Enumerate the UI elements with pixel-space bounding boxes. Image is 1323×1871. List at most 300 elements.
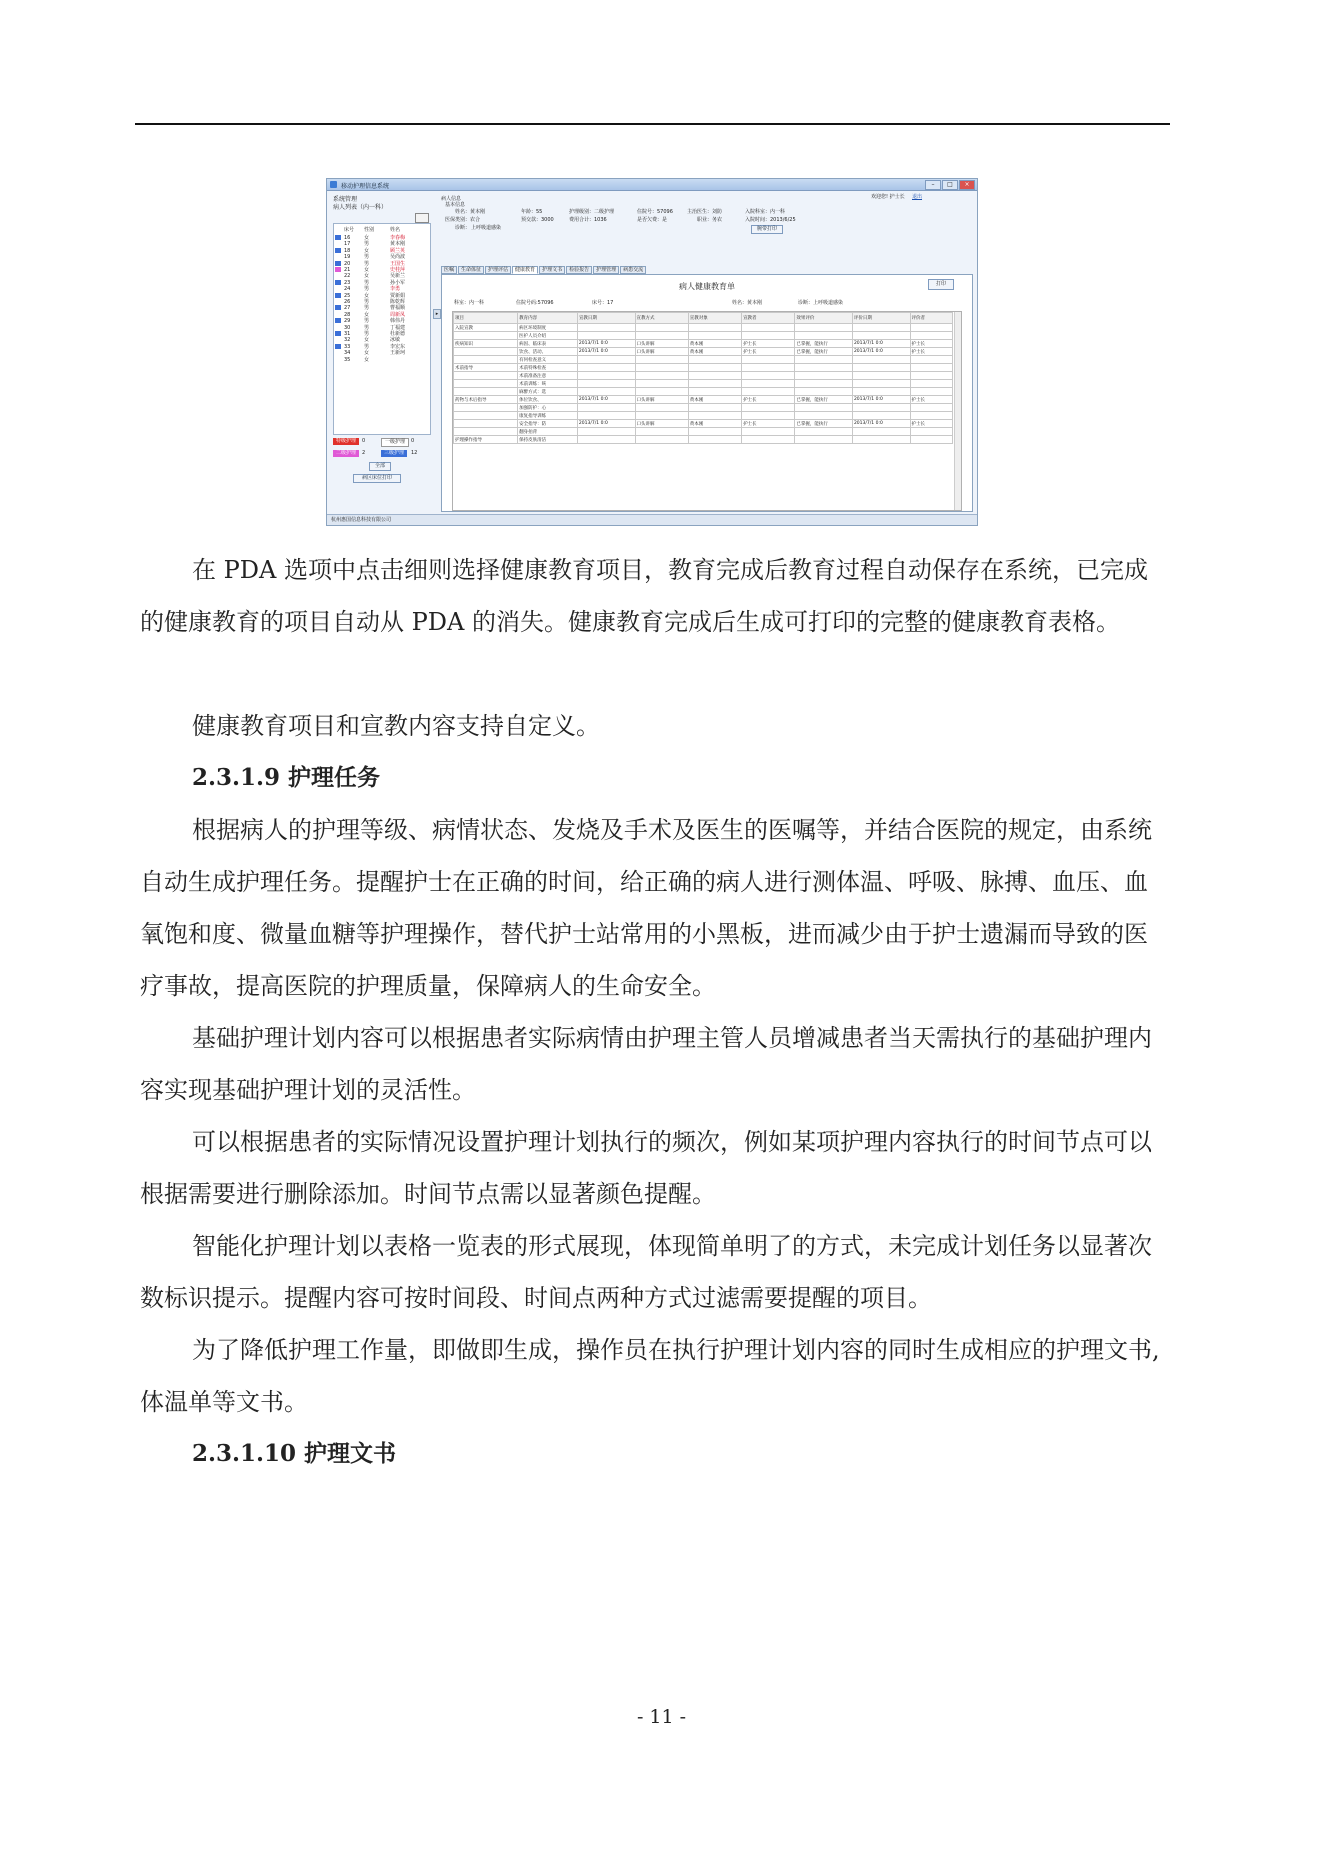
table-cell: [742, 412, 795, 420]
info-diagnosis: 上呼吸道感染: [471, 225, 502, 231]
patient-bed: 26: [344, 299, 351, 305]
table-cell: [742, 324, 795, 332]
paragraph-pda-education-text: 在 PDA 选项中点击细则选择健康教育项目，教育完成后教育过程自动保存在系统，已完成的健康教育的项目自动从 PDA 的消失。健康教育完成后生成可打印的完整的健康教育表格。: [140, 556, 1148, 636]
refresh-button[interactable]: [415, 213, 429, 223]
col-bed: 床号: [344, 227, 355, 233]
table-cell: 护士长: [742, 340, 795, 348]
patient-name: 贾新娟: [390, 292, 406, 299]
table-cell: 已掌握，能执行: [795, 396, 853, 404]
legend-second-count: 2: [362, 450, 366, 456]
info-hosp-no: 住院号：57096: [637, 209, 673, 215]
collapse-arrow-icon[interactable]: ▸: [433, 309, 441, 319]
table-cell: [635, 380, 688, 388]
patient-sex: 女: [364, 235, 370, 241]
patient-sex: 女: [364, 273, 370, 280]
close-icon[interactable]: ×: [959, 180, 975, 190]
patient-bed: 22: [344, 273, 351, 280]
table-cell: 护理操作指导: [454, 436, 518, 444]
table-row[interactable]: [454, 372, 953, 380]
patient-bed: 33: [344, 343, 351, 350]
patient-row[interactable]: [334, 325, 428, 331]
table-cell: 黄本刚: [688, 348, 741, 356]
care-level-marker: [335, 305, 341, 310]
patient-name: 陈乾辉: [390, 299, 406, 305]
patient-name: 杜新德: [390, 331, 406, 337]
table-cell: 2013/7/1 0:0: [577, 348, 635, 356]
patient-bed: 30: [344, 324, 351, 331]
table-cell: [454, 420, 518, 428]
info-arrears: 是否欠费：是: [637, 217, 668, 223]
minimize-icon[interactable]: –: [925, 180, 941, 190]
patient-sex: 男: [364, 254, 370, 261]
table-cell: [910, 324, 952, 332]
system-menu-label[interactable]: 系统管理: [333, 196, 358, 203]
patient-row[interactable]: [334, 280, 428, 286]
patient-sex: 男: [364, 286, 370, 293]
table-row[interactable]: [454, 380, 953, 388]
column-header[interactable]: 评价者: [910, 313, 952, 324]
patient-row[interactable]: [334, 337, 428, 343]
table-cell: 护士长: [910, 348, 952, 356]
table-row[interactable]: [454, 324, 953, 332]
patient-sex: 男: [364, 331, 370, 337]
table-cell: [454, 404, 518, 412]
table-cell: [910, 412, 952, 420]
table-cell: 术前指导: [454, 364, 518, 372]
info-job: 职业：务农: [697, 217, 723, 223]
patient-name: 王新珂: [390, 350, 406, 357]
care-level-marker: [335, 235, 341, 240]
patient-row[interactable]: [334, 293, 428, 299]
table-cell: [577, 364, 635, 372]
table-cell: [852, 412, 910, 420]
table-cell: 黄本刚: [688, 396, 741, 404]
table-cell: [742, 372, 795, 380]
patient-sex: 女: [364, 350, 370, 357]
education-table-header: [454, 313, 953, 324]
patient-info-label: 病人信息: [441, 196, 462, 202]
paragraph-auto-docs: [140, 1324, 1170, 1428]
column-header[interactable]: 宣教者: [742, 313, 795, 324]
table-cell: [852, 332, 910, 340]
table-cell: [577, 428, 635, 436]
patient-bed: 29: [344, 318, 351, 325]
table-cell: [635, 404, 688, 412]
meta-dept: 科室：内一科: [454, 300, 485, 306]
section-heading-nursing-docs: 2.3.1.10 护理文书: [192, 1440, 397, 1467]
legend-second-care[interactable]: 二级护理: [333, 450, 359, 457]
info-admit-time: 入院时间：2013/6/25: [745, 217, 796, 223]
patient-name: 吴新兰: [390, 273, 406, 280]
care-level-marker: [335, 331, 341, 336]
column-header[interactable]: 宣教对象: [688, 313, 741, 324]
patient-row[interactable]: [334, 350, 428, 356]
info-deposit: 预交款：3000: [521, 217, 554, 223]
paragraph-nursing-tasks: [140, 804, 1170, 1012]
patient-sex: 男: [364, 299, 370, 305]
patient-sex: 女: [364, 247, 370, 254]
patient-sex: 女: [364, 292, 370, 299]
table-cell: [577, 380, 635, 388]
care-level-marker: [335, 261, 341, 266]
table-cell: 保持皮肤清洁: [518, 436, 578, 444]
table-cell: [577, 332, 635, 340]
patient-row[interactable]: [334, 299, 428, 305]
patient-sex: 男: [364, 343, 370, 350]
column-header[interactable]: 评价日期: [852, 313, 910, 324]
patient-name: 李春梅: [390, 235, 406, 241]
table-cell: [795, 404, 853, 412]
table-cell: [852, 380, 910, 388]
table-cell: [795, 428, 853, 436]
table-cell: 疾病知识: [454, 340, 518, 348]
table-cell: 口头讲解: [635, 340, 688, 348]
paragraph-frequency-text: 可以根据患者的实际情况设置护理计划执行的频次，例如某项护理内容执行的时间节点可以根据需要进行删除添加。时间节点需以显著颜色提醒。: [140, 1128, 1152, 1208]
table-row[interactable]: [454, 388, 953, 396]
legend-third-count: 12: [411, 450, 418, 456]
care-level-marker: [335, 280, 341, 285]
patient-sex: 男: [364, 260, 370, 267]
table-cell: [454, 332, 518, 340]
column-header[interactable]: 效果评价: [795, 313, 853, 324]
patient-row[interactable]: [334, 286, 428, 292]
table-row[interactable]: [454, 356, 953, 364]
table-cell: [688, 380, 741, 388]
maximize-icon[interactable]: □: [942, 180, 958, 190]
table-row[interactable]: [454, 340, 953, 348]
logout-link[interactable]: 退出: [912, 194, 923, 200]
patient-name: 史桂萍: [390, 267, 406, 273]
basic-info-label: 基本信息: [445, 202, 466, 208]
column-header[interactable]: 宣教方式: [635, 313, 688, 324]
table-cell: [852, 356, 910, 364]
education-table: [452, 311, 962, 511]
legend-first-count: 0: [411, 438, 415, 444]
table-cell: [742, 404, 795, 412]
current-user: 欢迎您! 护士长: [871, 194, 905, 200]
patient-row[interactable]: [334, 248, 428, 254]
table-cell: [795, 412, 853, 420]
col-sex: 性别: [364, 227, 375, 233]
table-cell: 黄本刚: [688, 340, 741, 348]
table-cell: [688, 404, 741, 412]
table-cell: 护士长: [910, 396, 952, 404]
table-cell: [795, 388, 853, 396]
window-controls: [925, 180, 975, 190]
paragraph-frequency: [140, 1116, 1170, 1220]
table-cell: [795, 380, 853, 388]
table-cell: 术前特殊检查: [518, 364, 578, 372]
tab-nursing-docs[interactable]: 护理文书: [539, 266, 565, 274]
table-cell: [910, 436, 952, 444]
table-cell: [688, 324, 741, 332]
column-header[interactable]: 项目: [454, 313, 518, 324]
table-cell: [577, 356, 635, 364]
col-name: 姓名: [390, 227, 401, 233]
table-cell: [688, 332, 741, 340]
table-cell: 护士长: [910, 420, 952, 428]
table-cell: [688, 436, 741, 444]
app-icon: [330, 181, 337, 188]
table-cell: 翻身拍背: [518, 428, 578, 436]
table-row[interactable]: [454, 412, 953, 420]
patient-row[interactable]: [334, 331, 428, 337]
patient-bed: 16: [344, 235, 351, 241]
table-cell: 已掌握，能执行: [795, 348, 853, 356]
patient-row[interactable]: [334, 305, 428, 311]
patient-name: 王国生: [390, 260, 406, 267]
patient-name: 丁福建: [390, 324, 406, 331]
show-all-button[interactable]: 全部: [369, 462, 391, 471]
table-cell: [852, 372, 910, 380]
health-education-panel: [441, 274, 973, 512]
table-row[interactable]: [454, 436, 953, 444]
patient-row[interactable]: [334, 312, 428, 318]
legend-special-care[interactable]: 特级护理: [333, 438, 359, 445]
header-rule: [135, 123, 1170, 125]
table-cell: [688, 356, 741, 364]
form-print-button[interactable]: 打印: [928, 279, 954, 290]
patient-bed: 32: [344, 337, 351, 344]
table-cell: [910, 364, 952, 372]
patient-bed: 18: [344, 247, 351, 254]
table-cell: [635, 428, 688, 436]
table-cell: [795, 436, 853, 444]
table-cell: [795, 332, 853, 340]
tab-orders[interactable]: 医嘱: [441, 266, 457, 274]
table-cell: [688, 388, 741, 396]
ward-bed-print-button[interactable]: 病区床位打印: [353, 474, 401, 483]
table-cell: [577, 404, 635, 412]
patient-sex: 男: [364, 241, 370, 248]
table-row[interactable]: [454, 404, 953, 412]
table-cell: 2013/7/1 0:0: [577, 340, 635, 348]
patient-name: 曹福顺: [390, 305, 406, 312]
patient-row[interactable]: [334, 261, 428, 267]
paragraph-auto-docs-text: 为了降低护理工作量，即做即生成，操作员在执行护理计划内容的同时生成相应的护理文书,体温单等文书。: [140, 1336, 1160, 1416]
patient-list[interactable]: [333, 223, 431, 435]
table-cell: [795, 372, 853, 380]
table-row[interactable]: [454, 396, 953, 404]
patient-name: 韩伟丹: [390, 318, 406, 325]
table-cell: [910, 372, 952, 380]
patient-bed: 28: [344, 311, 351, 318]
table-cell: [852, 324, 910, 332]
column-header[interactable]: 教育内容: [518, 313, 578, 324]
table-cell: [454, 412, 518, 420]
table-cell: [742, 356, 795, 364]
table-cell: [635, 436, 688, 444]
patient-row[interactable]: [334, 273, 428, 279]
table-cell: 医护人员介绍: [518, 332, 578, 340]
patient-name: 孙小军: [390, 279, 406, 286]
patient-detail-area: [441, 192, 973, 510]
column-header[interactable]: 宣教日期: [577, 313, 635, 324]
patient-bed: 21: [344, 267, 351, 273]
patient-row[interactable]: [334, 344, 428, 350]
table-scrollbar[interactable]: [954, 312, 961, 510]
table-cell: [454, 388, 518, 396]
table-cell: [795, 356, 853, 364]
table-row[interactable]: [454, 332, 953, 340]
patient-sex: 男: [364, 279, 370, 286]
patient-sex: 女: [364, 267, 370, 273]
table-cell: [635, 412, 688, 420]
patient-name: 李勇: [390, 286, 401, 293]
table-cell: [742, 428, 795, 436]
care-level-marker: [335, 248, 341, 253]
paragraph-smart-plan-text: 智能化护理计划以表格一览表的形式展现，体现简单明了的方式，未完成计划任务以显著次数标识提示。提醒内容可按时间段、时间点两种方式过滤需要提醒的项目。: [140, 1232, 1152, 1312]
form-title: 病人健康教育单: [679, 282, 735, 291]
patient-row[interactable]: [334, 241, 428, 247]
info-age: 年龄：55: [521, 209, 543, 215]
care-level-marker: [335, 293, 341, 298]
table-cell: [795, 324, 853, 332]
tab-vitals[interactable]: 生命体征: [458, 266, 484, 274]
table-cell: [635, 332, 688, 340]
patient-row[interactable]: [334, 235, 428, 241]
patient-bed: 35: [344, 356, 351, 363]
section-heading-nursing-tasks: 2.3.1.9 护理任务: [192, 764, 381, 791]
patient-name: 周新凤: [390, 311, 406, 318]
window-titlebar: [327, 179, 977, 191]
table-cell: [454, 372, 518, 380]
table-cell: [742, 332, 795, 340]
table-cell: [635, 356, 688, 364]
patient-row[interactable]: [334, 254, 428, 260]
tab-assessment[interactable]: 护理评估: [485, 266, 511, 274]
table-cell: 术前准备注意: [518, 372, 578, 380]
paragraph-basic-plan-text: 基础护理计划内容可以根据患者实际病情由护理主管人员增减患者当天需执行的基础护理内容实现基础护理计划的灵活性。: [140, 1024, 1152, 1104]
table-cell: 2013/7/1 0:0: [577, 396, 635, 404]
table-cell: [910, 356, 952, 364]
table-cell: [742, 436, 795, 444]
table-cell: [688, 364, 741, 372]
table-cell: [635, 324, 688, 332]
meta-diagnosis: 诊断：上呼吸道感染: [798, 300, 844, 306]
patient-name: 黄本刚: [390, 241, 406, 248]
patient-sidebar: [331, 192, 431, 512]
table-row[interactable]: [454, 428, 953, 436]
care-level-marker: [335, 267, 341, 272]
patient-bed: 24: [344, 286, 351, 293]
nursing-system-screenshot: [326, 178, 978, 526]
table-cell: [910, 388, 952, 396]
table-cell: 体位饮食、: [518, 396, 578, 404]
table-cell: [742, 388, 795, 396]
paragraph-customizable: [140, 700, 1170, 752]
info-doctor: 主治医生：刘防: [687, 209, 723, 215]
table-cell: 已掌握，能执行: [795, 420, 853, 428]
legend-first-care[interactable]: 一级护理: [381, 438, 409, 447]
table-cell: 麻醉方式：选: [518, 388, 578, 396]
paragraph-pda-education: [140, 544, 1170, 648]
table-cell: 病区环境制度: [518, 324, 578, 332]
patient-row[interactable]: [334, 318, 428, 324]
legend-third-care[interactable]: 三级护理: [381, 450, 407, 457]
patient-name: 冰敏: [390, 337, 401, 344]
page-number: - 11 -: [636, 1706, 687, 1728]
table-cell: 已掌握，能执行: [795, 340, 853, 348]
table-cell: 康复指导训练: [518, 412, 578, 420]
table-cell: 口头讲解: [635, 396, 688, 404]
info-dept: 入院科室：内一科: [745, 209, 786, 215]
table-cell: 护士长: [742, 348, 795, 356]
table-cell: [688, 412, 741, 420]
tab-health-education[interactable]: 健康教育: [512, 266, 538, 274]
patient-row[interactable]: [334, 267, 428, 273]
paragraph-smart-plan: [140, 1220, 1170, 1324]
table-cell: [454, 428, 518, 436]
paragraph-nursing-tasks-text: 根据病人的护理等级、病情状态、发烧及手术及医生的医嘱等，并结合医院的规定，由系统自动生成护理任务。提醒护士在正确的时间，给正确的病人进行测体温、呼吸、脉搏、血压、血氧饱和度、微量血糖等护理操作，替代护士站常用的小黑板，进而减少由于护士遗漏而导致的医疗事故，提高医院的护理质量，保障病人的生命安全。: [140, 816, 1152, 1000]
patient-name: 吴尚波: [390, 254, 406, 261]
window-title: 移动护理信息系统: [341, 183, 390, 190]
table-cell: [635, 388, 688, 396]
table-cell: [910, 428, 952, 436]
table-cell: [577, 324, 635, 332]
tab-lab-reports[interactable]: 检验报告: [566, 266, 592, 274]
table-cell: 口头讲解: [635, 420, 688, 428]
paragraph-basic-plan: [140, 1012, 1170, 1116]
info-diagnosis-label: 诊断：: [455, 225, 471, 231]
info-total-cost: 费用合计：1036: [569, 217, 607, 223]
patient-sex: 男: [364, 318, 370, 325]
meta-bed: 床号：17: [592, 300, 614, 306]
table-cell: 病因、临床表: [518, 340, 578, 348]
patient-row[interactable]: [334, 357, 428, 363]
table-cell: [910, 332, 952, 340]
tab-nursing-mgmt[interactable]: 护理管理: [593, 266, 619, 274]
table-cell: 入院宣教: [454, 324, 518, 332]
table-cell: 护士长: [742, 420, 795, 428]
patient-sex: 女: [364, 356, 370, 363]
table-cell: [795, 364, 853, 372]
table-cell: [454, 356, 518, 364]
table-cell: 2013/7/1 0:0: [852, 340, 910, 348]
patient-bed: 17: [344, 241, 351, 248]
table-cell: [454, 380, 518, 388]
patient-bed: 27: [344, 305, 351, 312]
legend-special-count: 0: [362, 438, 366, 444]
table-cell: 2013/7/1 0:0: [852, 348, 910, 356]
table-cell: [852, 436, 910, 444]
table-cell: [852, 388, 910, 396]
patient-bed: 34: [344, 350, 351, 357]
table-cell: [852, 364, 910, 372]
table-row[interactable]: [454, 420, 953, 428]
wristband-print-button[interactable]: 腕带打印: [751, 225, 783, 234]
table-row[interactable]: [454, 348, 953, 356]
tab-patient-chat[interactable]: 病患交流: [620, 266, 646, 274]
patient-name: 李宏东: [390, 343, 406, 350]
table-cell: [852, 428, 910, 436]
patient-bed: 23: [344, 279, 351, 286]
table-cell: [742, 364, 795, 372]
table-cell: [577, 412, 635, 420]
patient-bed: 31: [344, 331, 351, 337]
table-cell: 2013/7/1 0:0: [577, 420, 635, 428]
meta-name: 姓名：黄本刚: [732, 300, 763, 306]
patient-list-header: [334, 227, 428, 233]
table-cell: 护士长: [910, 340, 952, 348]
table-row[interactable]: [454, 364, 953, 372]
table-cell: 黄本刚: [688, 420, 741, 428]
patient-sex: 女: [364, 311, 370, 318]
detail-tabs: [441, 266, 646, 274]
table-cell: 2013/7/1 0:0: [852, 396, 910, 404]
patient-list-label: 病人列表（内一科）: [333, 204, 388, 211]
patient-bed: 19: [344, 254, 351, 261]
